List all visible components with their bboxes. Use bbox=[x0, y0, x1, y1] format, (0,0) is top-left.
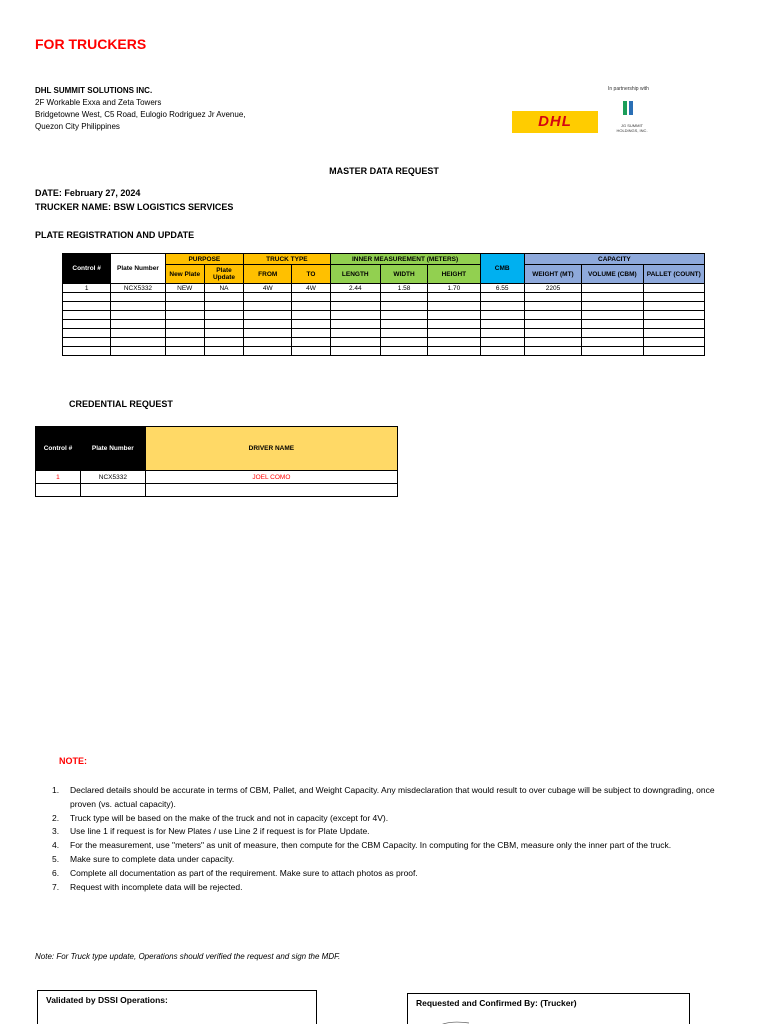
table-cell[interactable] bbox=[524, 320, 581, 329]
table-cell[interactable]: 1.58 bbox=[380, 284, 427, 293]
table-cell[interactable]: NA bbox=[204, 284, 243, 293]
table-cell[interactable] bbox=[292, 293, 330, 302]
table-cell[interactable] bbox=[165, 329, 204, 338]
table-cell[interactable] bbox=[292, 311, 330, 320]
table-cell[interactable] bbox=[428, 347, 480, 356]
table-cell[interactable] bbox=[111, 347, 165, 356]
table-cell[interactable] bbox=[63, 311, 111, 320]
table-row bbox=[36, 484, 398, 497]
table-cell[interactable] bbox=[204, 347, 243, 356]
table-cell[interactable]: 2.44 bbox=[330, 284, 380, 293]
header-height: HEIGHT bbox=[428, 265, 480, 284]
table-cell[interactable] bbox=[380, 293, 427, 302]
table-cell[interactable] bbox=[582, 347, 643, 356]
table-cell[interactable] bbox=[330, 320, 380, 329]
validated-by-box[interactable] bbox=[37, 990, 317, 1024]
table-cell[interactable] bbox=[80, 484, 145, 497]
table-cell[interactable] bbox=[204, 338, 243, 347]
table-cell[interactable] bbox=[428, 320, 480, 329]
for-truckers-heading: FOR TRUCKERS bbox=[35, 36, 147, 52]
table-cell[interactable] bbox=[145, 484, 397, 497]
table-cell[interactable] bbox=[643, 311, 704, 320]
table-row bbox=[63, 302, 705, 311]
page-title: MASTER DATA REQUEST bbox=[329, 166, 439, 176]
header-from: FROM bbox=[244, 265, 292, 284]
credential-request-table bbox=[35, 426, 398, 497]
table-cell[interactable] bbox=[330, 347, 380, 356]
table-cell[interactable] bbox=[63, 302, 111, 311]
table-cell[interactable] bbox=[643, 347, 704, 356]
table-row bbox=[63, 320, 705, 329]
table-cell[interactable] bbox=[524, 302, 581, 311]
table-cell[interactable] bbox=[111, 302, 165, 311]
table-row bbox=[63, 338, 705, 347]
table-cell[interactable]: NCX5332 bbox=[80, 471, 145, 484]
table-cell[interactable] bbox=[428, 311, 480, 320]
table-cell[interactable] bbox=[244, 338, 292, 347]
footer-note: Note: For Truck type update, Operations should verified the request and sign the MDF. bbox=[35, 952, 341, 961]
table-cell[interactable] bbox=[480, 302, 524, 311]
table-cell[interactable]: NCX5332 bbox=[111, 284, 165, 293]
jg-logo-text: JG SUMMIT HOLDINGS, INC. bbox=[616, 123, 648, 133]
table-cell[interactable] bbox=[480, 338, 524, 347]
plate-registration-table bbox=[62, 253, 705, 356]
table-cell[interactable] bbox=[582, 329, 643, 338]
table-cell[interactable] bbox=[244, 329, 292, 338]
header-plate-number: Plate Number bbox=[111, 254, 165, 284]
table-cell[interactable] bbox=[36, 484, 81, 497]
table-cell[interactable] bbox=[524, 347, 581, 356]
table-cell[interactable] bbox=[380, 302, 427, 311]
table-row bbox=[36, 471, 398, 484]
table-cell[interactable] bbox=[582, 302, 643, 311]
table-cell[interactable] bbox=[63, 329, 111, 338]
table-cell[interactable]: 4W bbox=[292, 284, 330, 293]
table-cell[interactable] bbox=[524, 329, 581, 338]
credential-section-title: CREDENTIAL REQUEST bbox=[69, 399, 173, 409]
company-address bbox=[35, 85, 246, 133]
table-cell[interactable] bbox=[165, 302, 204, 311]
header-purpose: PURPOSE bbox=[165, 254, 243, 265]
address-line: Quezon City Philippines bbox=[35, 122, 120, 131]
table-cell[interactable] bbox=[63, 347, 111, 356]
table-cell[interactable] bbox=[63, 338, 111, 347]
table-cell[interactable] bbox=[643, 338, 704, 347]
table-cell[interactable] bbox=[111, 311, 165, 320]
header-capacity: CAPACITY bbox=[524, 254, 704, 265]
header-to: TO bbox=[292, 265, 330, 284]
signature-mark-icon bbox=[433, 1020, 473, 1024]
table-cell[interactable] bbox=[111, 329, 165, 338]
table-cell[interactable] bbox=[165, 311, 204, 320]
table-cell[interactable] bbox=[330, 329, 380, 338]
table-cell[interactable] bbox=[292, 329, 330, 338]
table-cell[interactable] bbox=[480, 293, 524, 302]
header-control: Control # bbox=[63, 254, 111, 284]
table-cell[interactable] bbox=[330, 311, 380, 320]
table-cell[interactable] bbox=[428, 338, 480, 347]
header-driver-name: DRIVER NAME bbox=[145, 427, 397, 471]
note-item: 4. For the measurement, use "meters" as unit of measure, then compute for the CBM Capacity. In computing for the CBM, measure only the inner part of the truck. bbox=[52, 840, 672, 851]
table-cell[interactable] bbox=[428, 293, 480, 302]
table-cell[interactable] bbox=[480, 347, 524, 356]
table-cell[interactable] bbox=[643, 329, 704, 338]
table-cell[interactable] bbox=[292, 338, 330, 347]
plate-section-title: PLATE REGISTRATION AND UPDATE bbox=[35, 230, 195, 240]
table-cell[interactable] bbox=[428, 302, 480, 311]
note-item: 2. Truck type will be based on the make of the truck and not in capacity (except for 4V). bbox=[52, 812, 389, 823]
requested-by-box[interactable] bbox=[407, 993, 690, 1024]
table-cell[interactable]: 2205 bbox=[524, 284, 581, 293]
table-cell[interactable] bbox=[380, 347, 427, 356]
table-cell[interactable] bbox=[63, 293, 111, 302]
table-cell[interactable]: 1.70 bbox=[428, 284, 480, 293]
table-cell[interactable] bbox=[111, 320, 165, 329]
table-cell[interactable] bbox=[244, 311, 292, 320]
table-cell[interactable] bbox=[165, 347, 204, 356]
note-label: NOTE: bbox=[59, 756, 87, 766]
note-item: 1. Declared details should be accurate in terms of CBM, Pallet, and Weight Capacity. Any misdeclaration that would result to over cubage will be subject to downgrading, once proven (vs. actual capacity). bbox=[52, 785, 715, 809]
table-cell[interactable] bbox=[204, 320, 243, 329]
table-cell[interactable]: 6.55 bbox=[480, 284, 524, 293]
header-weight: WEIGHT (MT) bbox=[524, 265, 581, 284]
header-inner-measurement: INNER MEASUREMENT (METERS) bbox=[330, 254, 480, 265]
table-row bbox=[63, 284, 705, 293]
header-control: Control # bbox=[36, 427, 81, 471]
note-item: 3. Use line 1 if request is for New Plates / use Line 2 if request is for Plate Update. bbox=[52, 826, 370, 837]
table-cell[interactable] bbox=[204, 293, 243, 302]
header-cmb: CMB bbox=[480, 254, 524, 284]
table-row bbox=[63, 329, 705, 338]
table-cell[interactable] bbox=[524, 293, 581, 302]
company-name: DHL SUMMIT SOLUTIONS INC. bbox=[35, 86, 153, 95]
table-row bbox=[63, 293, 705, 302]
table-cell[interactable] bbox=[330, 302, 380, 311]
dhl-logo-text: DHL bbox=[538, 113, 572, 130]
table-cell[interactable] bbox=[244, 293, 292, 302]
header-plate-number: Plate Number bbox=[80, 427, 145, 471]
dhl-logo bbox=[512, 111, 598, 133]
table-cell[interactable] bbox=[204, 302, 243, 311]
header-pallet: PALLET (COUNT) bbox=[643, 265, 704, 284]
table-cell[interactable] bbox=[380, 320, 427, 329]
table-cell[interactable] bbox=[63, 320, 111, 329]
partnership-text: In partnership with bbox=[608, 86, 649, 92]
table-cell[interactable] bbox=[165, 320, 204, 329]
table-row bbox=[63, 347, 705, 356]
table-cell[interactable] bbox=[244, 347, 292, 356]
table-row bbox=[63, 311, 705, 320]
table-cell[interactable] bbox=[582, 293, 643, 302]
header-length: LENGTH bbox=[330, 265, 380, 284]
jg-mark-icon bbox=[622, 100, 634, 116]
notes-list bbox=[52, 784, 742, 894]
table-cell[interactable] bbox=[643, 284, 704, 293]
table-cell[interactable] bbox=[480, 311, 524, 320]
header-volume: VOLUME (CBM) bbox=[582, 265, 643, 284]
table-cell[interactable] bbox=[204, 311, 243, 320]
table-cell[interactable] bbox=[524, 311, 581, 320]
date-line: DATE: February 27, 2024 bbox=[35, 188, 141, 198]
table-cell[interactable] bbox=[292, 347, 330, 356]
table-cell[interactable] bbox=[292, 320, 330, 329]
table-cell[interactable] bbox=[380, 329, 427, 338]
note-item: 7. Request with incomplete data will be rejected. bbox=[52, 881, 243, 892]
table-cell[interactable] bbox=[480, 320, 524, 329]
header-width: WIDTH bbox=[380, 265, 427, 284]
table-cell[interactable] bbox=[582, 320, 643, 329]
table-cell[interactable] bbox=[380, 311, 427, 320]
table-cell[interactable]: 1 bbox=[36, 471, 81, 484]
note-item: 5. Make sure to complete data under capacity. bbox=[52, 853, 235, 864]
header-truck-type: TRUCK TYPE bbox=[244, 254, 331, 265]
validated-by-label: Validated by DSSI Operations: bbox=[46, 995, 168, 1005]
table-cell[interactable]: 4W bbox=[244, 284, 292, 293]
header-plate-update: Plate Update bbox=[204, 265, 243, 284]
table-cell[interactable]: NEW bbox=[165, 284, 204, 293]
table-cell[interactable] bbox=[428, 329, 480, 338]
table-cell[interactable] bbox=[643, 293, 704, 302]
table-cell[interactable] bbox=[480, 329, 524, 338]
table-cell[interactable]: 1 bbox=[63, 284, 111, 293]
table-cell[interactable] bbox=[582, 284, 643, 293]
table-cell[interactable] bbox=[111, 293, 165, 302]
header-new-plate: New Plate bbox=[165, 265, 204, 284]
table-cell[interactable] bbox=[582, 311, 643, 320]
table-cell[interactable]: JOEL COMO bbox=[145, 471, 397, 484]
note-item: 6. Complete all documentation as part of the requirement. Make sure to attach photos as proof. bbox=[52, 867, 418, 878]
jg-summit-logo bbox=[612, 100, 652, 133]
address-line: Bridgetowne West, C5 Road, Eulogio Rodriguez Jr Avenue, bbox=[35, 110, 246, 119]
table-cell[interactable] bbox=[292, 302, 330, 311]
table-cell[interactable] bbox=[165, 338, 204, 347]
table-cell[interactable] bbox=[582, 338, 643, 347]
table-cell[interactable] bbox=[643, 302, 704, 311]
table-cell[interactable] bbox=[330, 338, 380, 347]
table-cell[interactable] bbox=[244, 302, 292, 311]
table-cell[interactable] bbox=[380, 338, 427, 347]
address-line: 2F Workable Exxa and Zeta Towers bbox=[35, 98, 162, 107]
table-cell[interactable] bbox=[524, 338, 581, 347]
table-cell[interactable] bbox=[204, 329, 243, 338]
table-cell[interactable] bbox=[244, 320, 292, 329]
table-cell[interactable] bbox=[111, 338, 165, 347]
table-cell[interactable] bbox=[165, 293, 204, 302]
table-cell[interactable] bbox=[643, 320, 704, 329]
table-cell[interactable] bbox=[330, 293, 380, 302]
trucker-name-line: TRUCKER NAME: BSW LOGISTICS SERVICES bbox=[35, 202, 234, 212]
requested-by-label: Requested and Confirmed By: (Trucker) bbox=[416, 998, 577, 1008]
